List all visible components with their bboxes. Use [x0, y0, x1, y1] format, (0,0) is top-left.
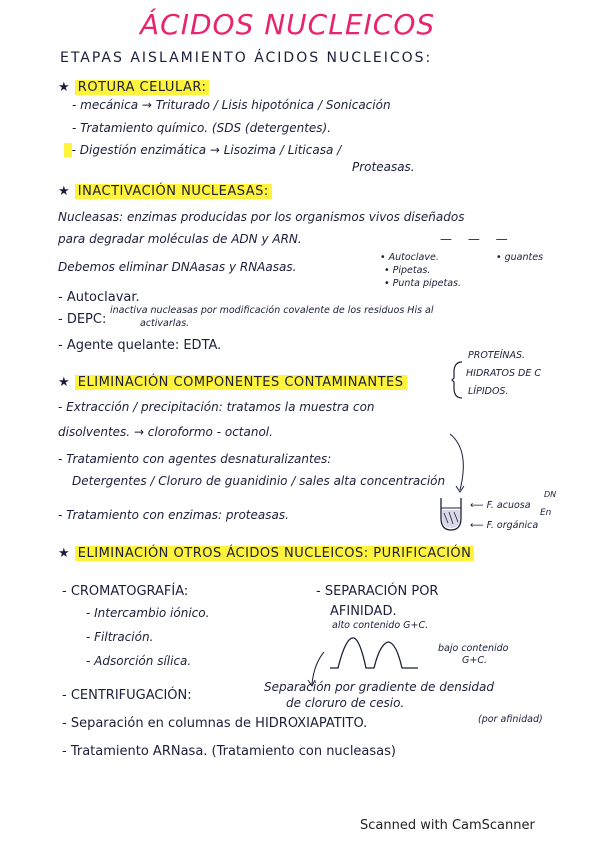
section3-treat: Detergentes / Cloruro de guanidinio / sales alta concentración — [72, 474, 446, 488]
section2-quelante: - Agente quelante: EDTA. — [58, 338, 222, 353]
section1-heading: ★ ROTURA CELULAR: — [58, 80, 209, 95]
section1-item: - Tratamiento químico. (SDS (detergentes). — [72, 121, 332, 135]
chromatography-item: - Adsorción sílica. — [86, 654, 192, 668]
phase-aqueous: ⟵ F. acuosa — [470, 500, 531, 511]
phase-organic: ⟵ F. orgánica — [470, 520, 539, 531]
hydroxyapatite-note: (por afinidad) — [478, 714, 543, 725]
list-item: • Punta pipetas. — [384, 278, 462, 289]
section2-autoclave: - Autoclavar. — [58, 290, 140, 305]
bracket-icon — [452, 360, 464, 400]
section2-depc-text: inactiva nucleasas por modificación covalente de los residuos His al — [110, 305, 434, 316]
chromatography-item: - Filtración. — [86, 630, 154, 644]
scanner-footer: Scanned with CamScanner — [360, 818, 535, 833]
section2-depc-label: - DEPC: — [58, 312, 107, 327]
peak-label-low: G+C. — [462, 655, 487, 666]
section2-intro: Nucleasas: enzimas producidas por los organismos vivos diseñados — [58, 210, 465, 224]
peak-label-high: alto contenido G+C. — [332, 620, 429, 631]
affinity-heading: AFINIDAD. — [330, 604, 397, 619]
affinity-heading: - SEPARACIÓN POR — [316, 584, 439, 599]
section2-heading: ★ INACTIVACIÓN NUCLEASAS: — [58, 184, 272, 199]
centrifugation-label: - CENTRIFUGACIÓN: — [62, 688, 192, 703]
list-item: • Pipetas. — [384, 265, 431, 276]
bracket-item: PROTEÍNAS. — [468, 350, 526, 361]
peak-label-low: bajo contenido — [438, 643, 509, 654]
centrifugation-text: de cloruro de cesio. — [286, 696, 405, 710]
section3-heading: ★ ELIMINACIÓN COMPONENTES CONTAMINANTES — [58, 375, 407, 390]
section3-extraction: disolventes. → cloroformo - octanol. — [58, 425, 273, 439]
page-subtitle: ETAPAS AISLAMIENTO ÁCIDOS NUCLEICOS: — [60, 50, 433, 66]
page-title: ÁCIDOS NUCLEICOS — [140, 8, 436, 41]
section2-intro: para degradar moléculas de ADN y ARN. — [58, 232, 302, 246]
chromatography-item: - Intercambio iónico. — [86, 606, 210, 620]
section3-enzymes: - Tratamiento con enzimas: proteasas. — [58, 508, 289, 522]
star-icon: ★ — [58, 80, 71, 95]
section2-must: Debemos eliminar DNAasas y RNAasas. — [58, 260, 297, 274]
peaks-diagram — [328, 632, 438, 672]
bracket-item: HIDRATOS DE C — [466, 368, 541, 379]
section4-heading: ★ ELIMINACIÓN OTROS ÁCIDOS NUCLEICOS: PURIFICACIÓN — [58, 546, 474, 561]
phase-enzyme: En — [540, 508, 552, 518]
chromatography-heading: - CROMATOGRAFÍA: — [62, 584, 189, 599]
list-item: • guantes — [496, 252, 544, 263]
hydroxyapatite-text: - Separación en columnas de HIDROXIAPATITO. — [62, 716, 368, 731]
test-tube-icon — [437, 496, 467, 536]
highlight-mark — [64, 143, 72, 157]
section1-item: Proteasas. — [352, 160, 415, 174]
dash-line: — — — — [440, 232, 514, 246]
list-item: • Autoclave. — [380, 252, 439, 263]
bracket-item: LÍPIDOS. — [468, 386, 509, 397]
arrow-icon — [400, 430, 480, 500]
rnase-text: - Tratamiento ARNasa. (Tratamiento con nucleasas) — [62, 744, 396, 759]
star-icon: ★ — [58, 184, 71, 199]
star-icon: ★ — [58, 546, 71, 561]
section1-item: - Digestión enzimática → Lisozima / Liticasa / — [64, 143, 341, 157]
section1-item: - mecánica → Triturado / Lisis hipotónica / Sonicación — [72, 98, 391, 112]
section3-extraction: - Extracción / precipitación: tratamos la muestra con — [58, 400, 375, 414]
centrifugation-text: Separación por gradiente de densidad — [264, 680, 494, 694]
star-icon: ★ — [58, 375, 71, 390]
section2-depc-text: activarlas. — [140, 318, 190, 329]
phase-dna: DN — [544, 490, 557, 499]
section3-treat: - Tratamiento con agentes desnaturalizantes: — [58, 452, 332, 466]
